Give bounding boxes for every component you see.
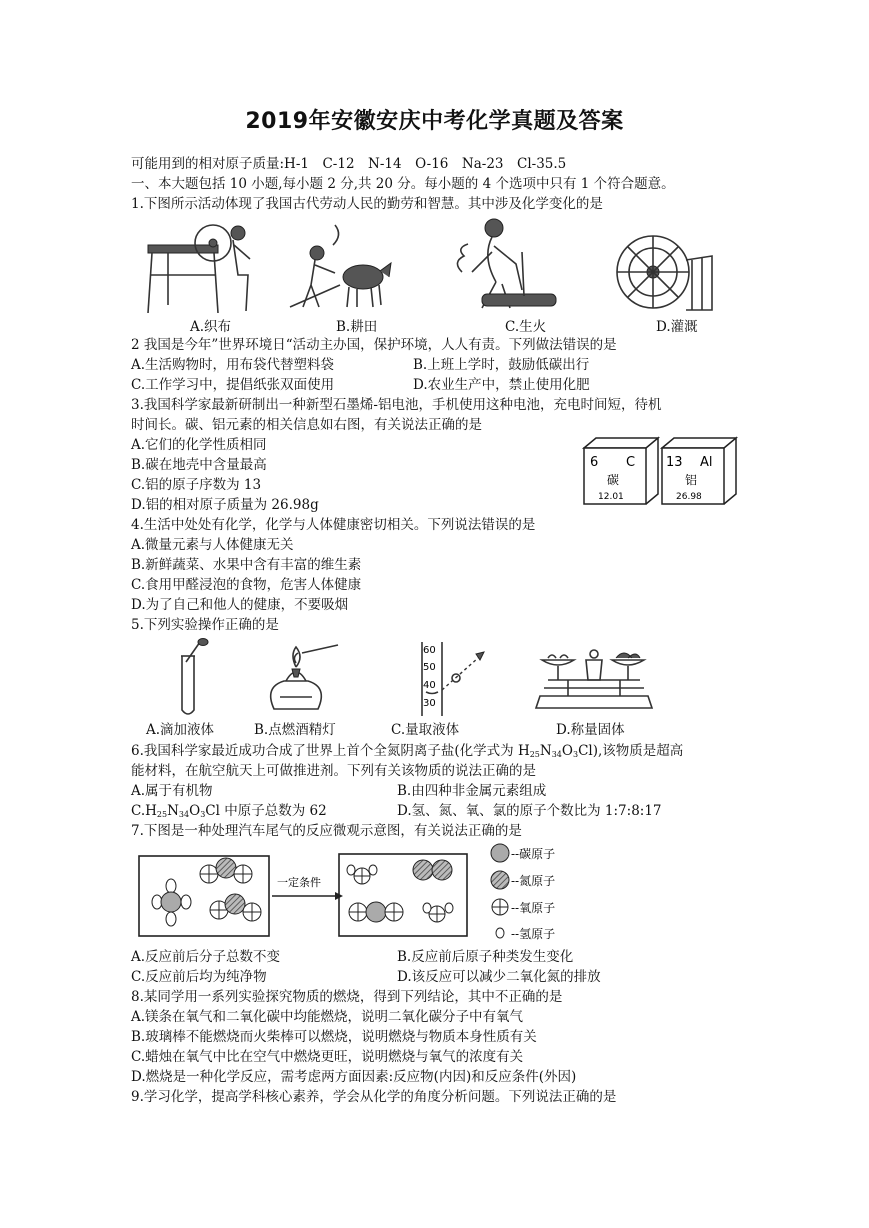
q6-stem-line1: 6.我国科学家最近成功合成了世界上首个全氮阴离子盐(化学式为 $H_{25}N_{34}O_3Cl$),该物质是超高	[131, 743, 684, 759]
carbon-mass: 12.01	[598, 492, 624, 502]
q2-option-c: C.工作学习中，提倡纸张双面使用	[131, 377, 335, 393]
q3-stem-line1: 3.我国科学家最新研制出一种新型石墨烯-铝电池，手机使用这种电池，充电时间短，待机	[131, 397, 662, 413]
q5-option-c: C.量取液体	[391, 722, 460, 738]
q4-option-a: A.微量元素与人体健康无关	[131, 537, 294, 553]
section-instructions: 一、本大题包括 10 小题,每小题 2 分,共 20 分。每小题的 4 个选项中只有 1 个符合题意。	[131, 176, 675, 192]
q9-stem: 9.学习化学，提高学科核心素养，学会从化学的角度分析问题。下列说法正确的是	[131, 1089, 617, 1105]
q1-weaving-illustration	[138, 215, 258, 315]
q7-option-b: B.反应前后原子种类发生变化	[397, 949, 574, 965]
q7-option-a: A.反应前后分子总数不变	[131, 949, 281, 965]
q1-option-c: C.生火	[505, 319, 547, 335]
alcohol-lamp-illustration	[262, 643, 342, 715]
q4-option-d: D.为了自己和他人的健康，不要吸烟	[131, 597, 349, 613]
carbon-name: 碳	[607, 473, 620, 487]
atomic-masses-note: 可能用到的相对原子质量:H-1 C-12 N-14 O-16 Na-23 Cl-35.5	[131, 156, 567, 172]
q3-option-c: C.铝的原子序数为 13	[131, 477, 262, 493]
cylinder-tick-40: 40	[423, 680, 436, 691]
q5-option-a: A.滴加液体	[146, 722, 215, 738]
q5-option-b: B.点燃酒精灯	[254, 722, 336, 738]
q1-option-b: B.耕田	[336, 319, 378, 335]
reaction-micro-diagram	[137, 840, 577, 940]
page-title: 2019年安徽安庆中考化学真题及答案	[245, 109, 624, 134]
q6-option-d: D.氢、氮、氧、氯的原子个数比为 1:7:8:17	[397, 803, 662, 819]
carbon-atomic-number: 6	[590, 455, 599, 470]
reaction-condition-label: 一定条件	[277, 876, 321, 889]
q4-option-c: C.食用甲醛浸泡的食物，危害人体健康	[131, 577, 362, 593]
q6-stem-line2: 能材料，在航空航天上可做推进剂。下列有关该物质的说法正确的是	[131, 763, 536, 779]
aluminum-name: 铝	[685, 473, 698, 487]
cylinder-tick-50: 50	[423, 662, 436, 673]
q7-stem: 7.下图是一种处理汽车尾气的反应微观示意图，有关说法正确的是	[131, 823, 522, 839]
q8-stem: 8.某同学用一系列实验探究物质的燃烧，得到下列结论，其中不正确的是	[131, 989, 563, 1005]
aluminum-symbol: Al	[700, 455, 713, 470]
cylinder-tick-30: 30	[423, 698, 436, 709]
q6-option-c: $C.H_{25}N_{34}O_3Cl$ 中原子总数为 62	[131, 803, 327, 819]
carbon-symbol: C	[626, 455, 636, 470]
q5-option-d: D.称量固体	[556, 722, 625, 738]
balance-scale-illustration	[528, 640, 660, 720]
q3-option-b: B.碳在地壳中含量最高	[131, 457, 267, 473]
q1-option-a: A.织布	[190, 319, 232, 335]
legend-hydrogen: --氢原子	[511, 927, 556, 941]
aluminum-atomic-number: 13	[666, 455, 683, 470]
q2-option-a: A.生活购物时，用布袋代替塑料袋	[131, 357, 335, 373]
q4-option-b: B.新鲜蔬菜、水果中含有丰富的维生素	[131, 557, 362, 573]
element-card-carbon	[582, 436, 662, 508]
q7-option-d: D.该反应可以减少二氧化氮的排放	[397, 969, 601, 985]
q6-option-b: B.由四种非金属元素组成	[397, 783, 547, 799]
graduated-cylinder-illustration	[416, 640, 496, 718]
q2-option-d: D.农业生产中，禁止使用化肥	[413, 377, 590, 393]
dropper-test-tube-illustration	[172, 638, 212, 720]
q4-stem: 4.生活中处处有化学，化学与人体健康密切相关。下列说法错误的是	[131, 517, 536, 533]
q2-stem: 2 我国是今年”世界环境日“活动主办国，保护环境，人人有责。下列做法错误的是	[131, 337, 617, 353]
q3-stem-line2: 时间长。碳、铝元素的相关信息如右图，有关说法正确的是	[131, 417, 482, 433]
element-card-aluminum	[660, 436, 740, 508]
legend-oxygen: --氧原子	[511, 901, 556, 915]
cylinder-tick-60: 60	[423, 645, 436, 656]
legend-nitrogen: --氮原子	[511, 874, 556, 888]
q6-option-a: A.属于有机物	[131, 783, 213, 799]
q2-option-b: B.上班上学时，鼓励低碳出行	[413, 357, 590, 373]
q3-option-a: A.它们的化学性质相同	[131, 437, 267, 453]
q1-option-d: D.灌溉	[656, 319, 698, 335]
q3-option-d: D.铝的相对原子质量为 26.98g	[131, 497, 319, 513]
q8-option-a: A.镁条在氧气和二氧化碳中均能燃烧，说明二氧化碳分子中有氧气	[131, 1009, 524, 1025]
q8-option-d: D.燃烧是一种化学反应，需考虑两方面因素:反应物(内因)和反应条件(外因)	[131, 1069, 577, 1085]
legend-carbon: --碳原子	[511, 847, 556, 861]
aluminum-mass: 26.98	[676, 492, 702, 502]
q8-option-b: B.玻璃棒不能燃烧而火柴棒可以燃烧，说明燃烧与物质本身性质有关	[131, 1029, 537, 1045]
q7-option-c: C.反应前后均为纯净物	[131, 969, 267, 985]
q5-stem: 5.下列实验操作正确的是	[131, 617, 279, 633]
q1-stem: 1.下图所示活动体现了我国古代劳动人民的勤劳和智慧。其中涉及化学变化的是	[131, 196, 603, 212]
q1-irrigation-illustration	[608, 230, 716, 316]
q1-fire-making-illustration	[452, 212, 562, 316]
q1-plowing-illustration	[285, 215, 395, 315]
q8-option-c: C.蜡烛在氧气中比在空气中燃烧更旺，说明燃烧与氧气的浓度有关	[131, 1049, 524, 1065]
